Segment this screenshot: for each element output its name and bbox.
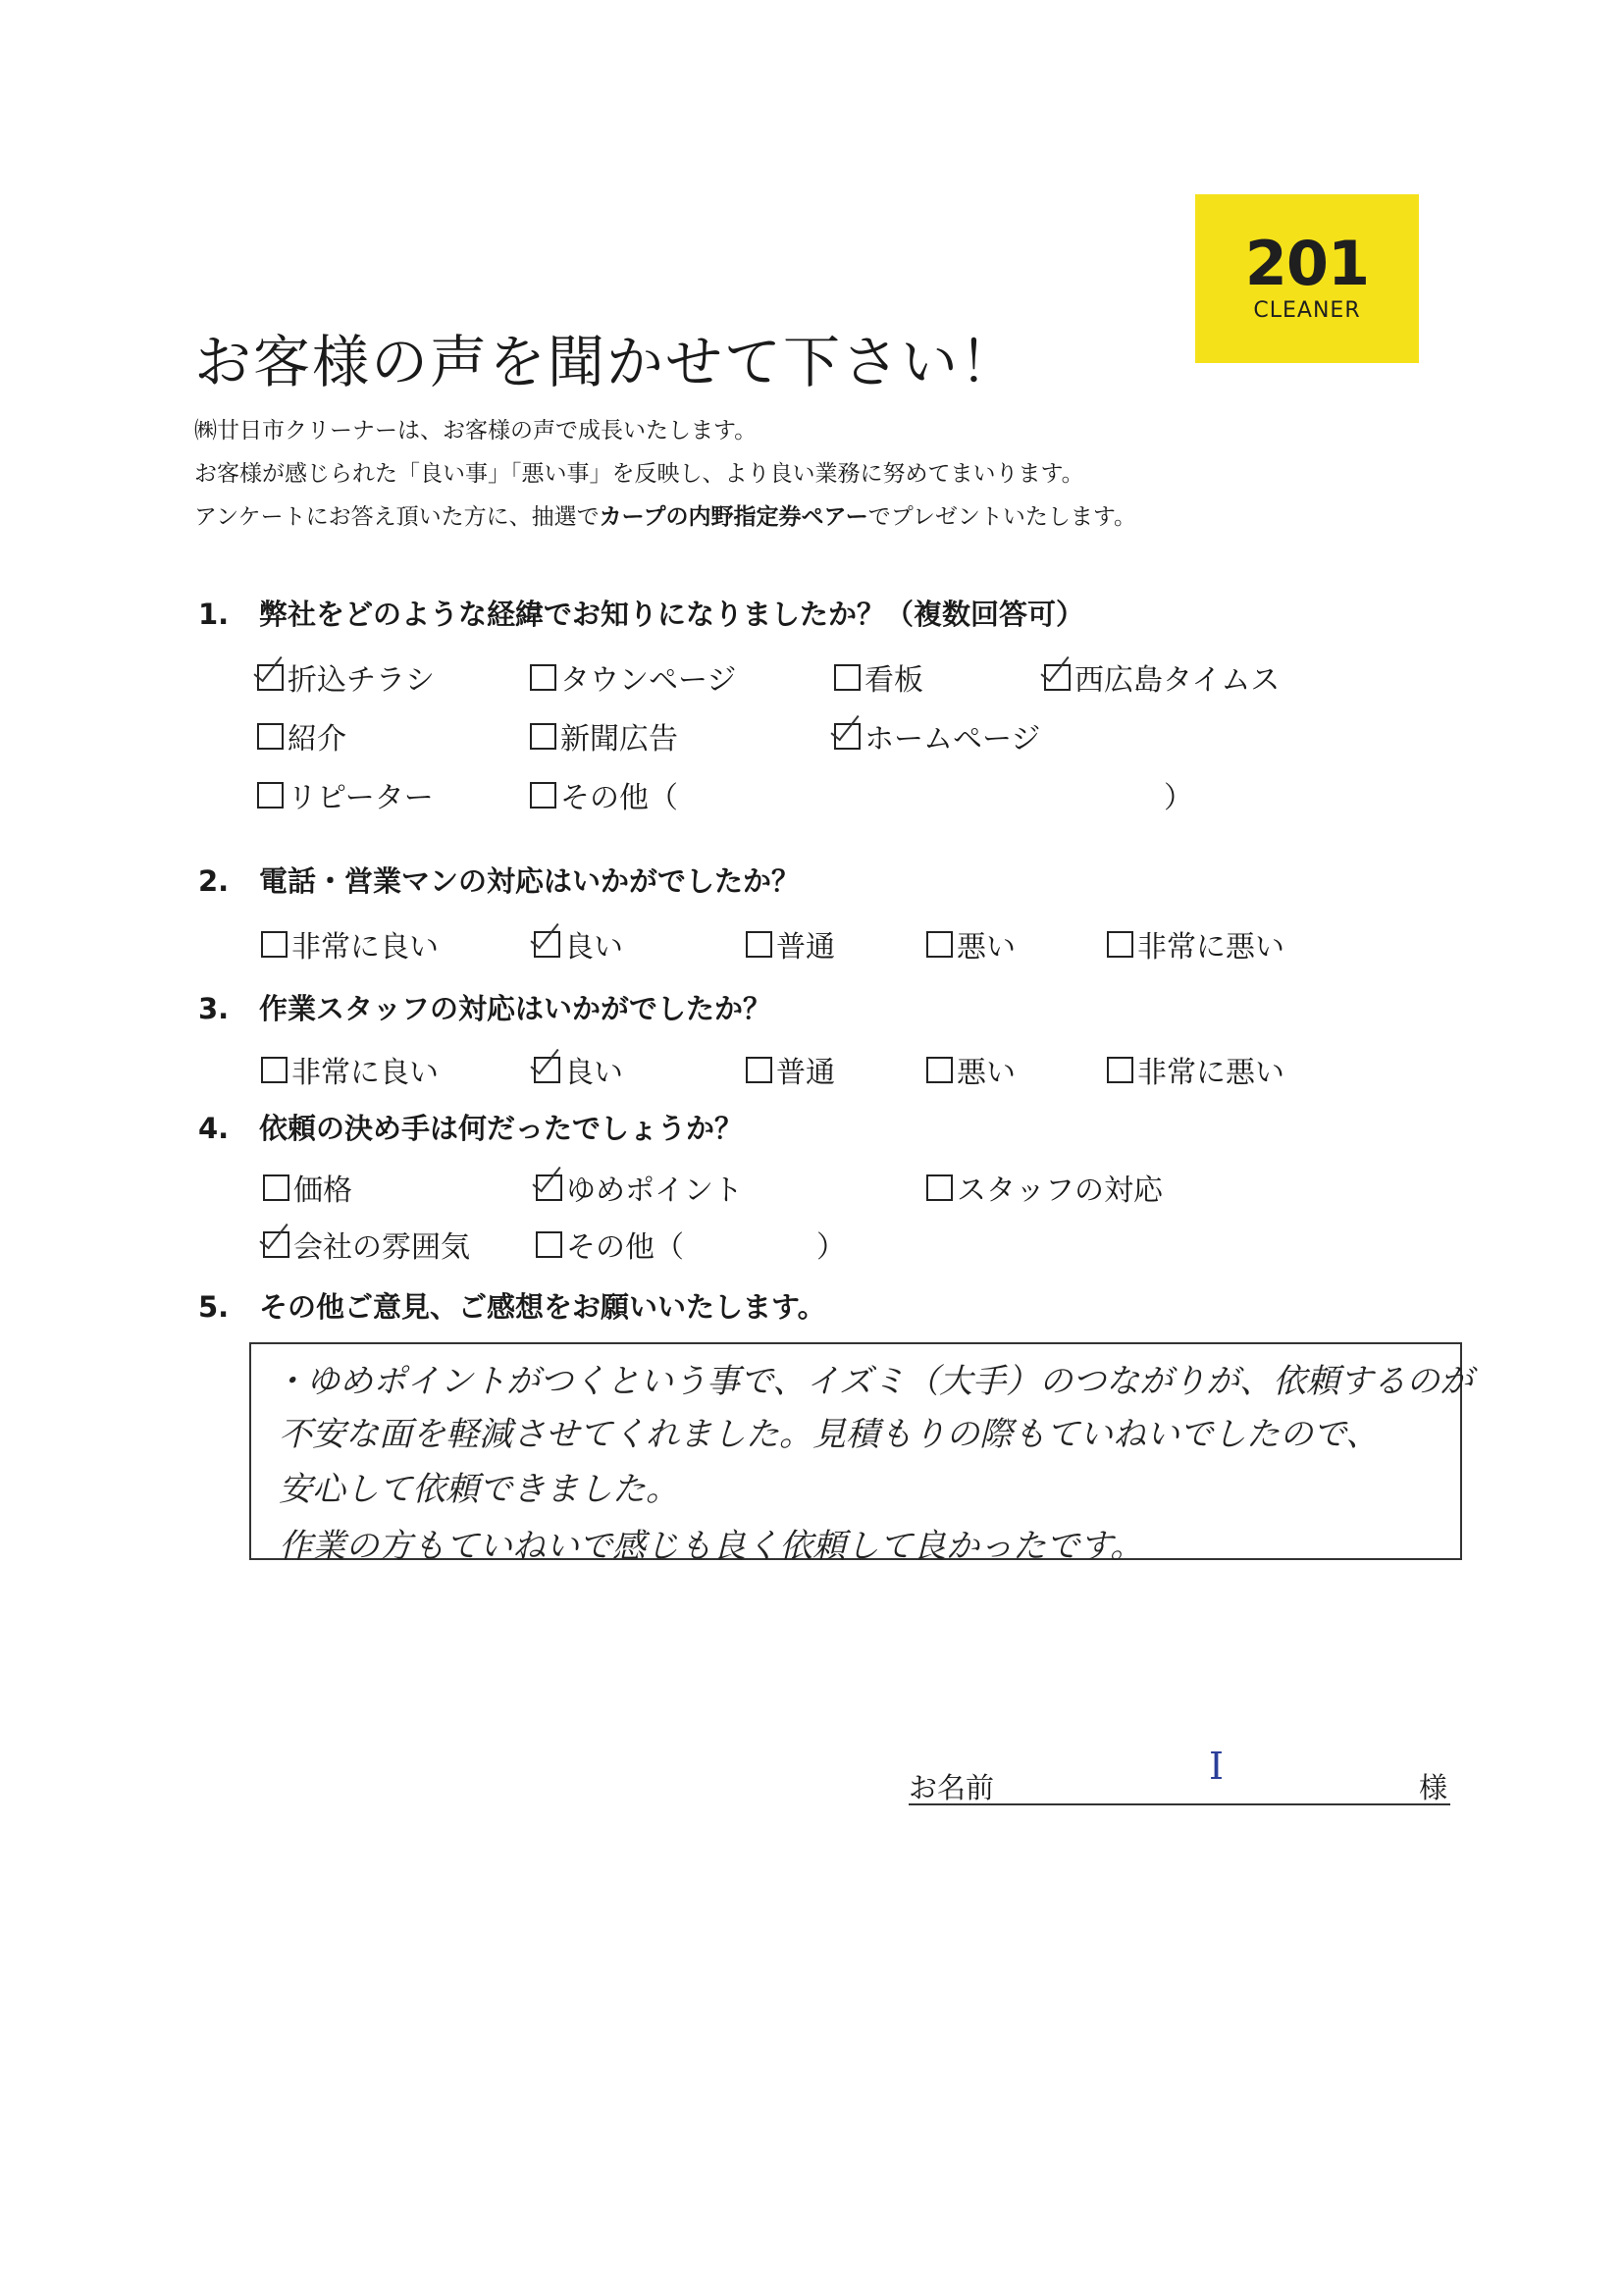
q1-option-orikomi[interactable]	[257, 655, 435, 699]
option-label: 折込チラシ	[288, 663, 435, 698]
q4-option-staff[interactable]	[926, 1166, 1163, 1209]
q1-option-kanban[interactable]	[834, 655, 923, 699]
logo-text: CLEANER	[1253, 298, 1361, 323]
option-label: ホームページ	[864, 722, 1041, 757]
logo-number: 201	[1244, 228, 1370, 299]
question-number: 3.	[198, 992, 230, 1025]
intro-line-3-post: でプレゼントいたします。	[867, 504, 1137, 530]
q1-option-homepage[interactable]	[834, 714, 1040, 757]
q1-option-repeater[interactable]	[257, 773, 434, 816]
checkbox[interactable]	[263, 1231, 289, 1258]
q1-option-nishihiroshima-times[interactable]	[1044, 655, 1280, 699]
q2-option-normal[interactable]	[746, 922, 835, 965]
option-label: スタッフの対応	[957, 1174, 1163, 1208]
checkbox[interactable]	[746, 931, 772, 958]
checkbox[interactable]	[1107, 931, 1133, 958]
intro-prize: カープの内野指定券ペアー	[599, 504, 868, 530]
comment-line-4: 作業の方もていねいで感じも良く依頼して良かったです。	[279, 1527, 1144, 1566]
checkbox[interactable]	[746, 1057, 772, 1083]
q3-option-very-good[interactable]	[261, 1048, 439, 1091]
checkbox[interactable]	[257, 723, 284, 750]
option-label: 看板	[864, 663, 923, 698]
name-suffix: 様	[1419, 1771, 1448, 1804]
option-label: 悪い	[957, 1056, 1016, 1090]
intro-line-1: ㈱廿日市クリーナーは、お客様の声で成長いたします。	[194, 418, 758, 444]
q3-option-very-bad[interactable]	[1107, 1048, 1284, 1091]
checkbox[interactable]	[263, 1174, 289, 1201]
question-5	[198, 1285, 826, 1326]
checkbox[interactable]	[834, 664, 861, 691]
q1-option-shinbun[interactable]	[530, 714, 678, 757]
question-text: 依頼の決め手は何だったでしょうか？	[259, 1112, 744, 1145]
intro-line-3	[194, 498, 1136, 531]
option-label: ゆめポイント	[566, 1174, 743, 1208]
question-text: 作業スタッフの対応はいかがでしたか？	[259, 992, 772, 1025]
question-text: 弊社をどのような経緯でお知りになりましたか？（複数回答可）	[259, 598, 1085, 631]
q4-option-atmosphere[interactable]	[263, 1223, 470, 1266]
intro-line-3-pre: アンケートにお答え頂いた方に、抽選で	[194, 504, 600, 530]
option-label: 普通	[776, 1056, 835, 1090]
question-text: その他ご意見、ご感想をお願いいたします。	[259, 1290, 826, 1324]
checkbox[interactable]	[1107, 1057, 1133, 1083]
q3-option-normal[interactable]	[746, 1048, 835, 1091]
option-label: 普通	[776, 930, 835, 965]
question-text: 電話・営業マンの対応はいかがでしたか？	[259, 864, 801, 898]
checkbox[interactable]	[261, 1057, 288, 1083]
name-underline	[909, 1803, 1450, 1805]
page-title: お客様の声を聞かせて下さい！	[194, 329, 1020, 395]
option-label: 良い	[564, 930, 623, 965]
option-label: 非常に良い	[291, 1056, 439, 1090]
q4-option-other[interactable]	[536, 1223, 684, 1266]
question-4	[198, 1107, 743, 1147]
question-number: 1.	[198, 598, 230, 631]
q4-option-yume-point[interactable]	[536, 1166, 743, 1209]
comment-line-2: 不安な面を軽減させてくれました。見積もりの際もていねいでしたので、	[279, 1415, 1380, 1454]
checkbox[interactable]	[536, 1231, 562, 1258]
checkbox[interactable]	[536, 1174, 562, 1201]
checkbox[interactable]	[530, 723, 556, 750]
option-label: 西広島タイムス	[1074, 663, 1281, 698]
q1-option-townpage[interactable]	[530, 655, 736, 699]
checkbox[interactable]	[530, 782, 556, 809]
checkbox[interactable]	[926, 931, 953, 958]
option-label: タウンページ	[560, 663, 737, 698]
option-label: 非常に悪い	[1137, 1056, 1284, 1090]
q1-other-close-paren: ）	[1164, 781, 1193, 815]
q2-option-bad[interactable]	[926, 922, 1016, 965]
option-label: 価格	[293, 1174, 352, 1208]
option-label: 悪い	[957, 930, 1016, 965]
checkbox[interactable]	[257, 782, 284, 809]
checkbox[interactable]	[834, 723, 861, 750]
q2-option-good[interactable]	[534, 922, 623, 965]
question-number: 5.	[198, 1290, 230, 1324]
q4-other-close-paren: ）	[816, 1230, 846, 1265]
question-number: 4.	[198, 1112, 230, 1145]
checkbox[interactable]	[530, 664, 556, 691]
q3-option-good[interactable]	[534, 1048, 623, 1091]
option-label: 会社の雰囲気	[293, 1230, 470, 1265]
question-number: 2.	[198, 864, 230, 898]
question-2	[198, 860, 800, 900]
option-label: その他（	[560, 781, 678, 815]
q2-option-very-good[interactable]	[261, 922, 439, 965]
checkbox[interactable]	[257, 664, 284, 691]
option-label: その他（	[566, 1230, 684, 1265]
option-label: 良い	[564, 1056, 623, 1090]
q1-option-other[interactable]	[530, 773, 678, 816]
q4-option-price[interactable]	[263, 1166, 352, 1209]
option-label: 非常に良い	[291, 930, 439, 965]
checkbox[interactable]	[261, 931, 288, 958]
option-label: 非常に悪い	[1137, 930, 1284, 965]
q3-option-bad[interactable]	[926, 1048, 1016, 1091]
option-label: 新聞広告	[560, 722, 678, 757]
comment-line-1: ・ゆめポイントがつくという事で、イズミ（大手）のつながりが、依頼するのが	[273, 1362, 1473, 1401]
intro-line-2: お客様が感じられた「良い事」「悪い事」を反映し、より良い業務に努めてまいります。	[194, 461, 1084, 487]
company-logo	[1195, 194, 1419, 363]
checkbox[interactable]	[1044, 664, 1071, 691]
option-label: 紹介	[288, 722, 346, 757]
checkbox[interactable]	[926, 1057, 953, 1083]
q2-option-very-bad[interactable]	[1107, 922, 1284, 965]
checkbox[interactable]	[534, 1057, 560, 1083]
question-1	[198, 593, 1084, 633]
checkbox[interactable]	[534, 931, 560, 958]
name-value[interactable]: I	[1209, 1745, 1225, 1788]
option-label: リピーター	[288, 781, 434, 815]
comment-line-3: 安心して依頼できました。	[279, 1470, 679, 1509]
checkbox[interactable]	[926, 1174, 953, 1201]
name-label: お名前	[909, 1771, 995, 1804]
q1-option-shokai[interactable]	[257, 714, 346, 757]
question-3	[198, 987, 771, 1027]
